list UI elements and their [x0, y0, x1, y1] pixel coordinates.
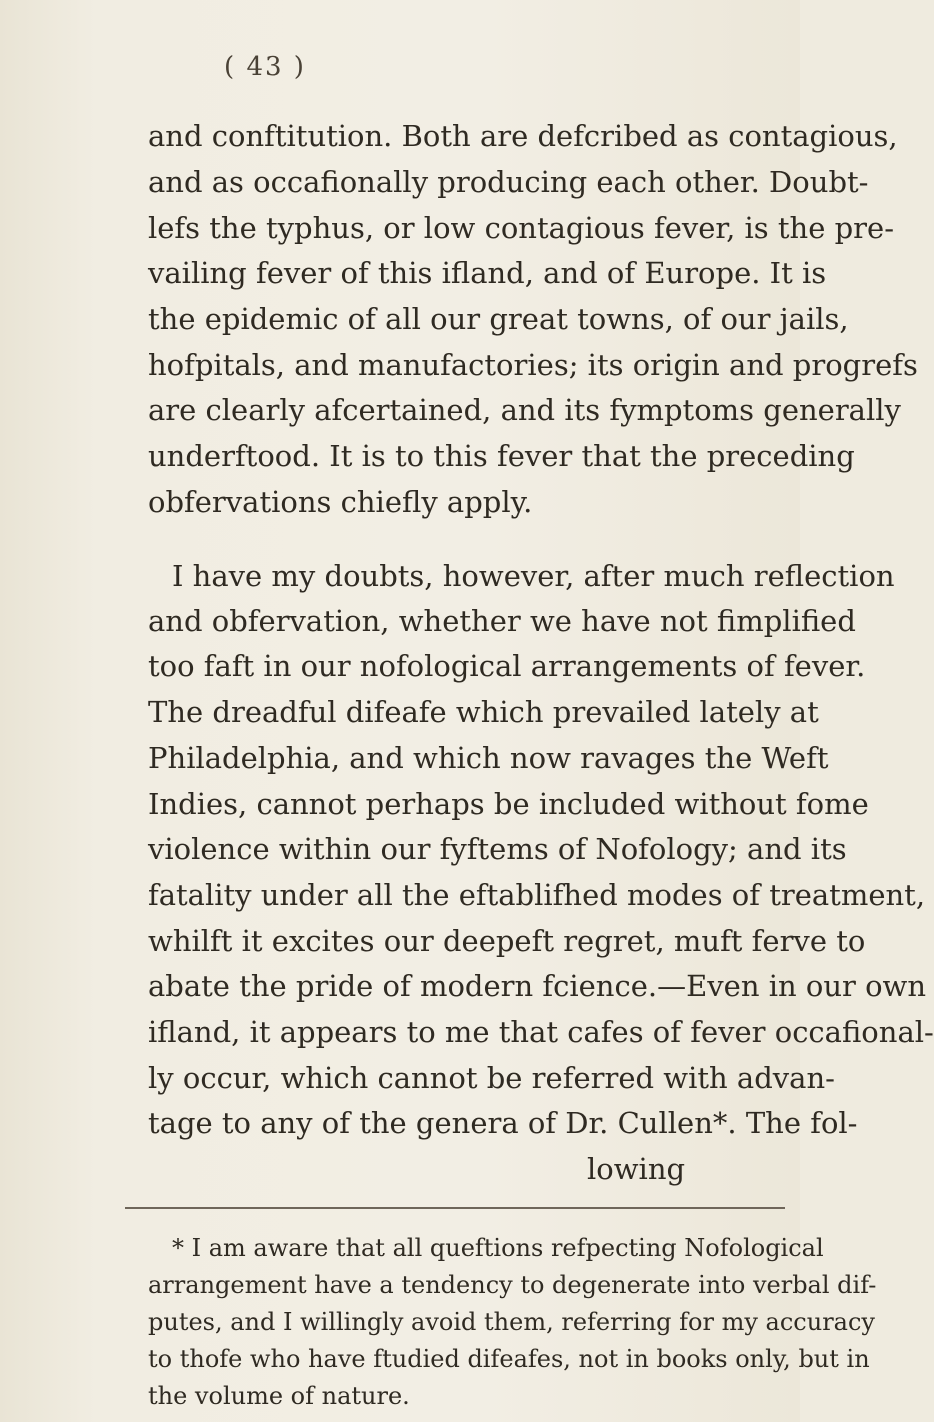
text-line: I have my doubts, however, after much reflection — [172, 559, 895, 593]
text-line: abate the pride of modern fcience.—Even in our own — [148, 969, 927, 1003]
text-line: Philadelphia, and which now ravages the Weft — [148, 741, 829, 775]
footnote-line: * I am aware that all queftions refpecting Nofological — [172, 1234, 824, 1262]
text-line: The dreadful difeafe which prevailed lately at — [148, 695, 819, 729]
text-line: hofpitals, and manufactories; its origin and progrefs — [148, 348, 918, 382]
footnote-line: the volume of nature. — [148, 1382, 410, 1410]
text-line: too faft in our nofological arrangements of fever. — [148, 649, 866, 683]
footnote-line: arrangement have a tendency to degenerate into verbal dif- — [148, 1271, 877, 1299]
text-line: ly occur, which cannot be referred with advan- — [148, 1061, 835, 1095]
catchword: lowing — [587, 1152, 686, 1186]
text-line: tage to any of the genera of Dr. Cullen*. The fol- — [148, 1106, 858, 1140]
text-line: Indies, cannot perhaps be included without fome — [148, 787, 869, 821]
text-line: the epidemic of all our great towns, of our jails, — [148, 302, 849, 336]
footnote-line: to thofe who have ftudied difeafes, not in books only, but in — [148, 1345, 870, 1373]
text-line: obfervations chiefly apply. — [148, 485, 533, 519]
text-line: and obfervation, whether we have not fimplified — [148, 604, 856, 638]
text-line: are clearly afcertained, and its fymptoms generally — [148, 393, 901, 427]
footnote-rule — [125, 1207, 785, 1209]
text-line: violence within our fyftems of Nofology; and its — [148, 832, 847, 866]
page-number: ( 43 ) — [224, 52, 306, 82]
text-line: ifland, it appears to me that cafes of fever occafional- — [148, 1015, 934, 1049]
text-line: lefs the typhus, or low contagious fever, is the pre- — [148, 211, 894, 245]
text-line: and as occafionally producing each other. Doubt- — [148, 165, 869, 199]
footnote-line: putes, and I willingly avoid them, referring for my accuracy — [148, 1308, 875, 1336]
text-line: underftood. It is to this fever that the preceding — [148, 439, 855, 473]
text-line: fatality under all the eftablifhed modes of treatment, — [148, 878, 926, 912]
text-line: and conftitution. Both are defcribed as contagious, — [148, 119, 898, 153]
text-line: whilft it excites our deepeft regret, muft ferve to — [148, 924, 866, 958]
text-line: vailing fever of this ifland, and of Europe. It is — [148, 256, 827, 290]
